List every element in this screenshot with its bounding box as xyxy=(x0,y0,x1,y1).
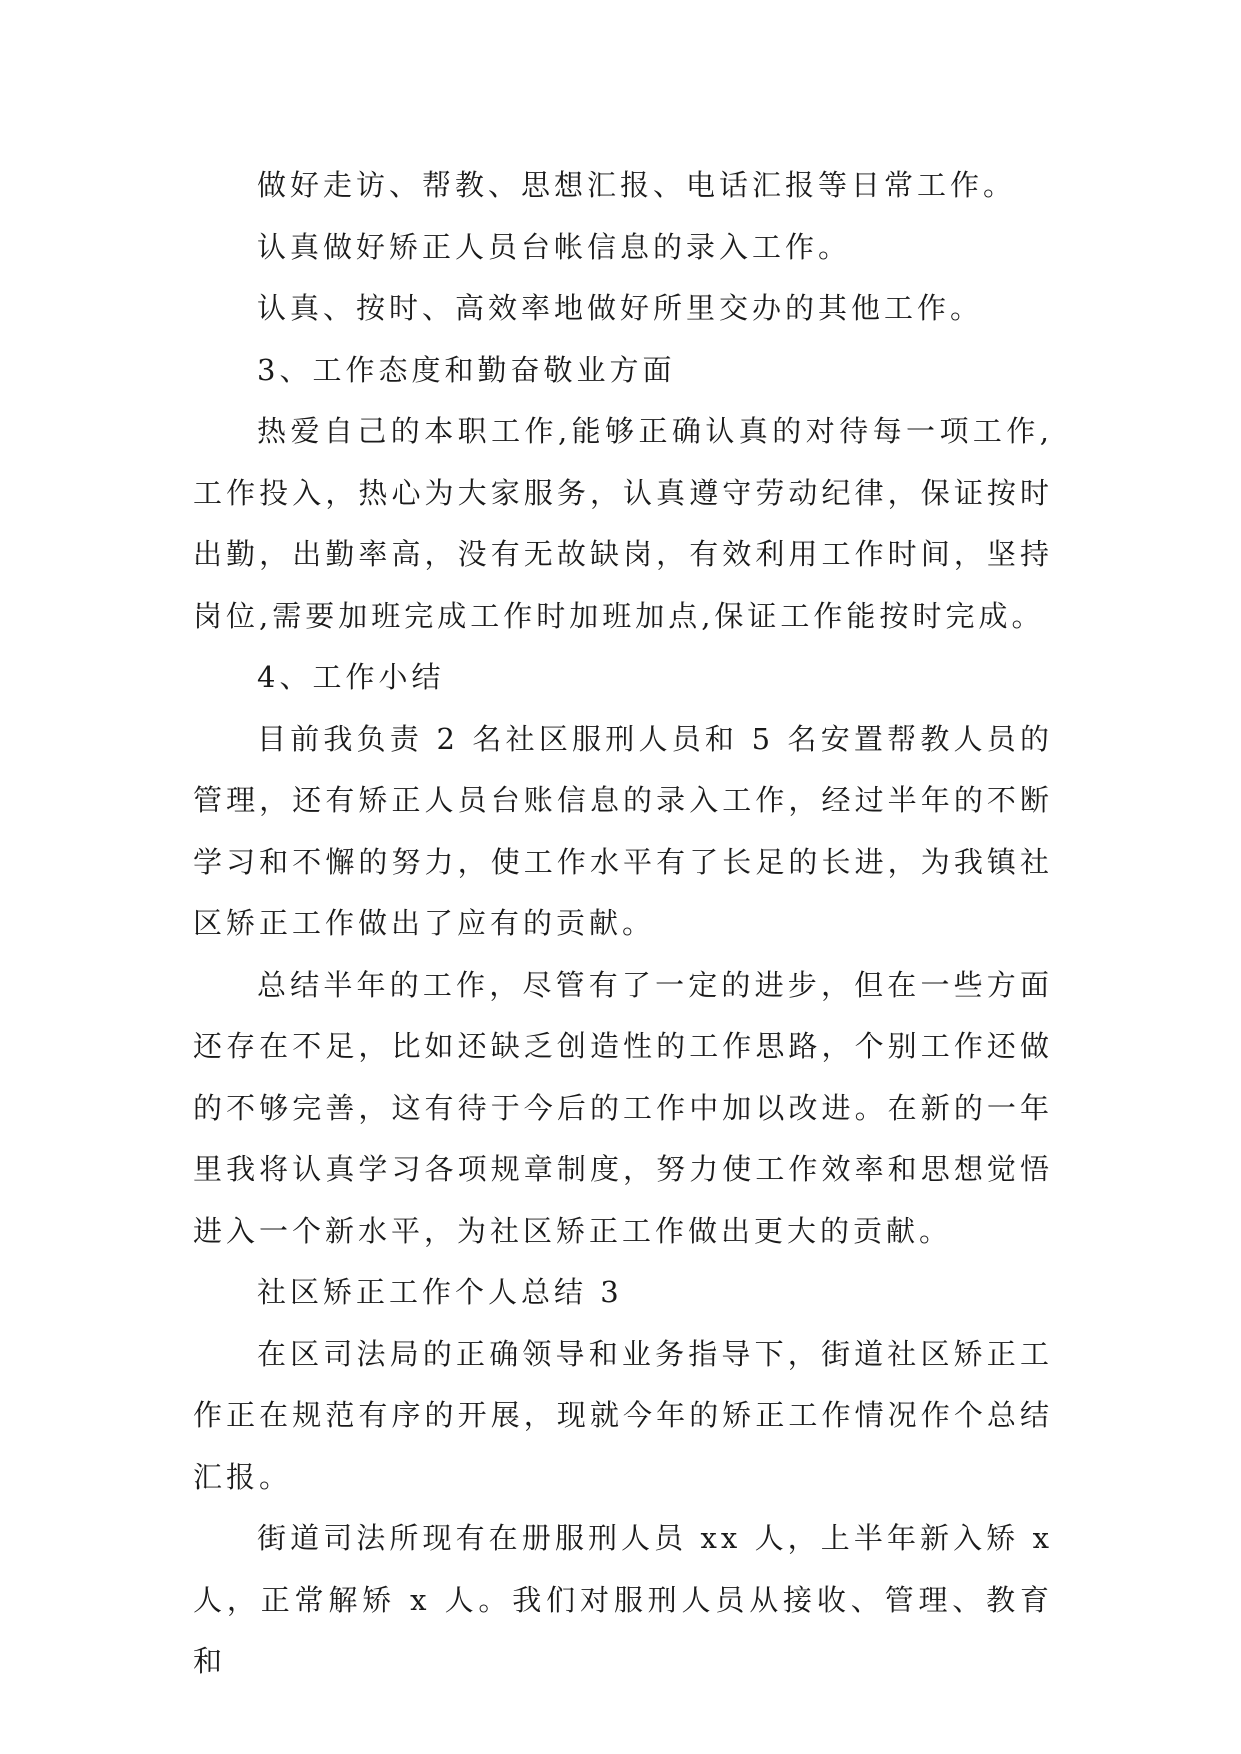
paragraph-other-tasks: 认真、按时、高效率地做好所里交办的其他工作。 xyxy=(257,291,984,325)
document-body xyxy=(193,155,1053,1693)
paragraph-half-year-summary: 总结半年的工作，尽管有了一定的进步，但在一些方面还存在不足，比如还缺乏创造性的工作思路，个别工作还做的不够完善，这有待于今后的工作中加以改进。在新的一年里我将认真学习各项规章制度，努力使工作效率和思想觉悟进入一个新水平，为社区矫正工作做出更大的贡献。 xyxy=(193,967,1053,1248)
paragraph-attitude: 热爱自己的本职工作,能够正确认真的对待每一项工作,工作投入，热心为大家服务，认真遵守劳动纪律，保证按时出勤，出勤率高，没有无故缺岗，有效利用工作时间，坚持岗位,需要加班完成工作时加班加点,保证工作能按时完成。 xyxy=(193,414,1053,633)
section-heading-attitude: 3、工作态度和勤奋敬业方面 xyxy=(257,352,676,387)
paragraph-daily-work: 做好走访、帮教、思想汇报、电话汇报等日常工作。 xyxy=(257,168,1017,202)
paragraph-ledger-entry: 认真做好矫正人员台帐信息的录入工作。 xyxy=(257,229,852,264)
section-heading-report-3: 社区矫正工作个人总结 3 xyxy=(257,1275,623,1309)
paragraph-registered-persons: 街道司法所现有在册服刑人员 xx 人，上半年新入矫 x 人，正常解矫 x 人。我们对服刑人员从接收、管理、教育和 xyxy=(193,1521,1053,1678)
paragraph-responsibilities: 目前我负责 2 名社区服刑人员和 5 名安置帮教人员的管理，还有矫正人员台账信息的录入工作，经过半年的不断学习和不懈的努力，使工作水平有了长足的长进，为我镇社区矫正工作做出了应有的贡献。 xyxy=(193,721,1053,940)
section-heading-summary: 4、工作小结 xyxy=(257,660,445,694)
paragraph-introduction: 在区司法局的正确领导和业务指导下，街道社区矫正工作正在规范有序的开展，现就今年的矫正工作情况作个总结汇报。 xyxy=(193,1336,1053,1494)
